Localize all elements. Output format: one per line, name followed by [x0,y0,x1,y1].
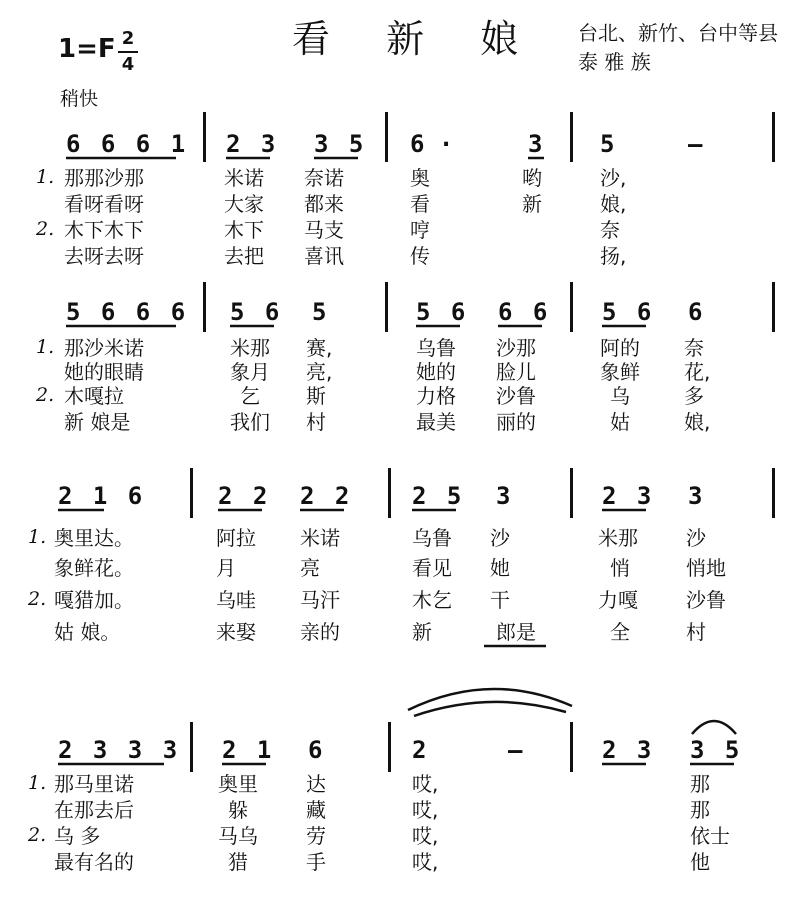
lyric: 去把 [224,244,264,268]
lyric: 木下 [224,218,264,242]
lyric: 赛, [306,336,333,360]
lyric: 米那 [598,526,638,550]
lyric: 多 [684,384,704,408]
lyric: 乌鲁 [412,526,452,550]
notes-m1: 2 3 3 3 [58,736,181,764]
lyric: 象鲜花。 [54,556,134,580]
lyric: 最有名的 [54,850,134,874]
lyric: 来娶 [216,620,256,644]
lyric: 乞 [240,384,260,408]
lyric: 那沙米诺 [64,336,144,360]
lyric: 看 [410,192,430,216]
notes-m4b: 3 5 [690,736,743,764]
notes-m3a: 2 5 [412,482,465,510]
lyric: 哎, [412,798,439,822]
tie-arc [414,702,566,716]
notes-m4b: 6 [688,298,703,326]
lyric: 她的 [416,360,456,384]
lyric: 沙那 [496,336,536,360]
lyric: 他 [690,850,710,874]
notes-m2a: 5 6 [230,298,283,326]
lyric: 丽的 [496,410,536,434]
lyric: 沙 [686,526,706,550]
notes-m4b: – [688,130,703,158]
lyric: 喜讯 [304,244,344,268]
lyric: 新 娘是 [64,410,131,434]
lyric: 奈诺 [304,166,344,190]
notes-m3b: 3 [496,482,511,510]
notes-m3a: 6 · [410,130,454,158]
notes-m3a: 5 6 [416,298,469,326]
verse-mark: 2. [36,218,55,240]
lyric: 奥 [410,166,430,190]
lyric: 那那沙那 [64,166,144,190]
notes-m1: 6 6 6 1 [66,130,189,158]
lyric: 象鲜 [600,360,640,384]
lyric: 阿的 [600,336,640,360]
lyric: 新 [522,192,542,216]
lyric: 去呀去呀 [64,244,144,268]
lyric: 脸儿 [496,360,536,384]
notes-m1: 5 6 6 6 [66,298,189,326]
lyric: 藏 [306,798,326,822]
lyric: 我们 [230,410,270,434]
region-label: 台北、新竹、台中等县 [578,21,778,45]
notes-m2b: 3 5 [314,130,367,158]
lyric: 扬, [600,244,627,268]
lyric: 村 [686,620,706,644]
lyric: 花, [684,360,711,384]
lyric: 米诺 [224,166,264,190]
lyric: 郎是 [496,620,536,644]
lyric: 象月 [230,360,270,384]
lyric: 木下木下 [64,218,144,242]
lyric: 她的眼睛 [64,360,144,384]
notes-m3b: 3 [528,130,543,158]
lyric: 悄地 [686,556,726,580]
slur-arc [692,721,736,734]
lyric: 乌哇 [216,588,256,612]
lyric: 亮 [300,556,320,580]
lyric: 亮, [306,360,333,384]
lyric: 哼 [410,218,430,242]
lyric: 在那去后 [54,798,134,822]
lyric: 那 [690,772,710,796]
lyric: 哎, [412,772,439,796]
verse-mark: 1. [28,526,47,548]
notes-m1: 2 1 6 [58,482,146,510]
lyric: 奥里达。 [54,526,134,550]
verse-mark: 1. [36,336,55,358]
verse-mark: 1. [28,772,47,794]
lyric: 木嘎拉 [64,384,124,408]
notes-m4b: 3 [688,482,703,510]
notes-m2a: 2 3 [226,130,279,158]
notes-m4a: 2 3 [602,482,655,510]
lyric: 哎, [412,824,439,848]
lyric: 姑 [610,410,630,434]
lyric: 干 [490,588,510,612]
lyric: 奈 [684,336,704,360]
verse-mark: 2. [28,588,47,610]
lyric: 那 [690,798,710,822]
notes-m2a: 2 1 [222,736,275,764]
lyric: 新 [412,620,432,644]
lyric: 阿拉 [216,526,256,550]
time-signature-bottom: 4 [121,54,135,75]
lyric: 马乌 [218,824,258,848]
lyric: 哟 [522,166,542,190]
lyric: 全 [610,620,630,644]
song-title: 看 新 娘 [292,17,541,61]
notes-m3b: – [508,736,523,764]
notes-m4a: 5 6 [602,298,655,326]
lyric: 马支 [304,218,344,242]
lyric: 沙 [490,526,510,550]
lyric: 传 [410,244,430,268]
notes-m2b: 2 2 [300,482,353,510]
verse-mark: 2. [28,824,47,846]
lyric: 乌 多 [54,824,101,848]
notes-m2a: 2 2 [218,482,271,510]
lyric: 猎 [228,850,248,874]
lyric: 达 [306,772,326,796]
ethnicity-label: 泰 雅 族 [578,50,651,74]
lyric: 奥里 [218,772,258,796]
lyric: 沙鲁 [686,588,726,612]
notes-m3a: 2 [412,736,427,764]
lyric: 看呀看呀 [64,192,144,216]
lyric: 劳 [306,824,326,848]
lyric: 大家 [224,192,264,216]
lyric: 村 [306,410,326,434]
lyric: 悄 [610,556,630,580]
verse-mark: 2. [36,384,55,406]
lyric: 乌鲁 [416,336,456,360]
lyric: 嘎猎加。 [54,588,134,612]
lyric: 她 [490,556,510,580]
lyric: 月 [216,556,236,580]
key-signature: 1=F [58,34,116,64]
lyric: 亲的 [300,620,340,644]
lyric: 最美 [416,410,456,434]
notes-m2b: 6 [308,736,323,764]
lyric: 看见 [412,556,452,580]
tempo-marking: 稍快 [60,88,99,110]
lyric: 乌 [610,384,630,408]
lyric: 斯 [306,384,326,408]
lyric: 马汗 [300,588,340,612]
lyric: 木乞 [412,588,452,612]
lyric: 姑 娘。 [54,620,121,644]
lyric: 娘, [684,410,711,434]
lyric: 那马里诺 [54,772,134,796]
lyric: 躲 [228,798,248,822]
notes-m3b: 6 6 [498,298,551,326]
lyric: 娘, [600,192,627,216]
lyric: 奈 [600,218,620,242]
lyric: 沙鲁 [496,384,536,408]
notes-m2b: 5 [312,298,327,326]
notes-m4a: 5 [600,130,615,158]
lyric: 力嘎 [598,588,638,612]
lyric: 依士 [690,824,730,848]
lyric: 哎, [412,850,439,874]
lyric: 米诺 [300,526,340,550]
lyric: 力格 [416,384,456,408]
lyric: 米那 [230,336,270,360]
lyric: 都来 [304,192,344,216]
lyric: 手 [306,850,326,874]
time-signature-top: 2 [121,28,135,49]
notes-m4a: 2 3 [602,736,655,764]
verse-mark: 1. [36,166,55,188]
lyric: 沙, [600,166,627,190]
